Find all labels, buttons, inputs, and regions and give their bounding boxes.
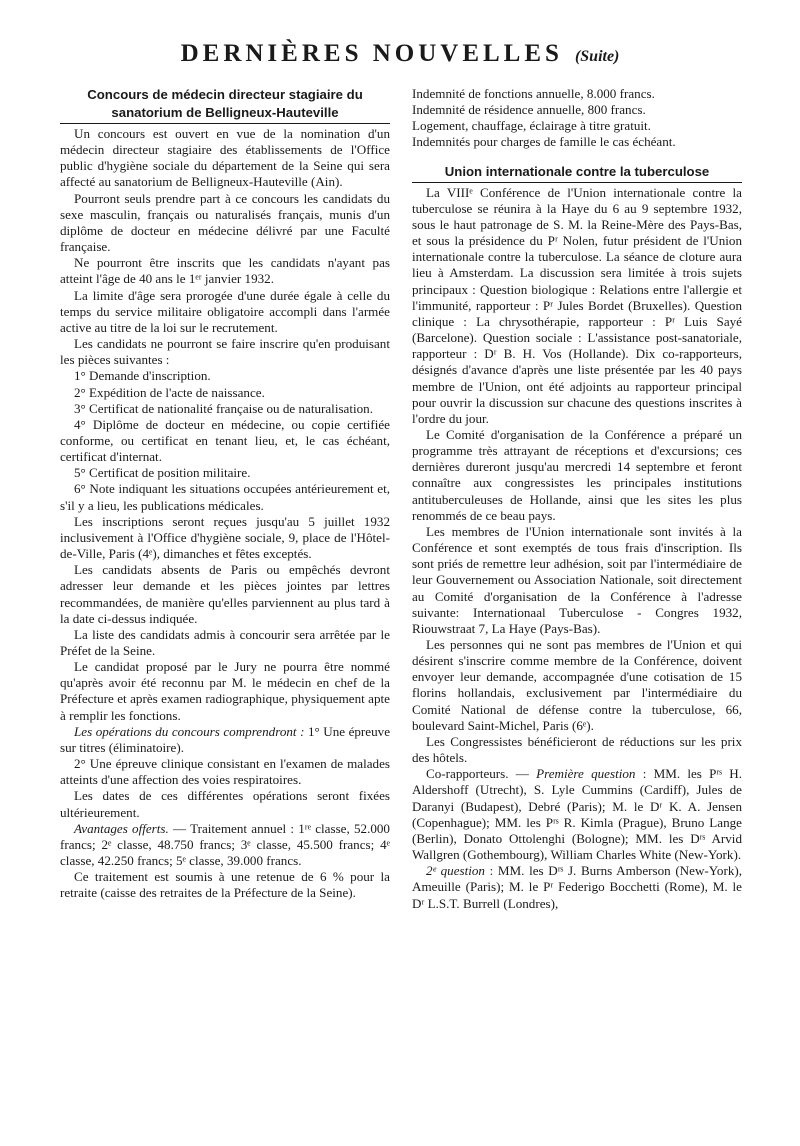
paragraph: Logement, chauffage, éclairage à titre gratuit. xyxy=(412,118,651,134)
text: — Traitement annuel : 1ʳᵉ classe, 52.000 francs; 2ᵉ classe, 48.750 francs; 3ᵉ classe, 45.500 francs; 4ᵉ classe, 42.250 francs; 5ᵉ classe, 39.000 francs. xyxy=(60,820,390,869)
paragraph: La liste des candidats admis à concourir sera arrêtée par le Préfet de la Seine. xyxy=(60,626,390,658)
list-item: 3° Certificat de nationalité française ou de naturalisation. xyxy=(74,400,374,416)
paragraph: Le candidat proposé par le Jury ne pourra être nommé qu'après avoir été reconnu par M. le médecin en chef de la Préfecture et après examen radiographique, physiquement apte à remplir les fonctions. xyxy=(60,659,390,723)
section-title-union: Union internationale contre la tuberculose xyxy=(412,163,742,183)
paragraph: Les dates de ces différentes opérations seront fixées ultérieurement. xyxy=(60,788,390,820)
paragraph: Les candidats absents de Paris ou empêchés devront adresser leur demande et les pièces jointes par lettres recommandées, de manière qu'elles parviennent au plus tard à la date ci-dessus indiquée. xyxy=(60,562,390,626)
paragraph: Ce traitement est soumis à une retenue de 6 % pour la retraite (caisse des retraites de la Préfecture de la Seine). xyxy=(60,869,390,901)
paragraph xyxy=(412,863,742,911)
paragraph: Les inscriptions seront reçues jusqu'au 5 juillet 1932 inclusivement à l'Office d'hygiène sociale, 9, place de l'Hôtel-de-Ville, Paris (4ᵉ), dimanches et fêtes exceptés. xyxy=(60,513,390,562)
paragraph: Pourront seuls prendre part à ce concours les candidats du sexe masculin, français ou naturalisés français, munis d'un diplôme de docteur en médecine délivré par une Faculté française. xyxy=(60,190,390,255)
paragraph xyxy=(60,724,390,756)
section-title-line-1: Concours de médecin directeur stagiaire du xyxy=(87,87,363,102)
list-item: 4° Diplôme de docteur en médecine, ou copie certifiée conforme, ou certificat en tenant lieu, et, le cas échéant, certificat d'internat. xyxy=(60,416,390,465)
paragraph xyxy=(412,766,742,863)
left-column xyxy=(60,86,390,902)
paragraph: 2° Une épreuve clinique consistant en l'examen de malades atteints d'une affection des voies respiratoires. xyxy=(60,756,390,788)
emphasis: 2ᵉ question xyxy=(426,863,485,879)
paragraph: La limite d'âge sera prorogée d'une durée égale à celle du temps du service militaire obligatoire accompli dans l'armée active au titre de la loi sur le recrutement. xyxy=(60,287,390,335)
page-title: DERNIÈRES NOUVELLES xyxy=(180,40,563,67)
emphasis: Première question xyxy=(536,766,636,782)
paragraph: Les candidats ne pourront se faire inscrire qu'en produisant les pièces suivantes : xyxy=(60,336,390,368)
list-item: 1° Demande d'inscription. xyxy=(74,368,211,384)
paragraph: Indemnités pour charges de famille le cas échéant. xyxy=(412,134,676,150)
paragraph: Indemnité de résidence annuelle, 800 francs. xyxy=(412,102,646,118)
paragraph: Les Congressistes bénéficieront de réductions sur les prix des hôtels. xyxy=(412,733,742,766)
section-title-concours xyxy=(60,86,390,124)
emphasis: Les opérations du concours comprendront : xyxy=(74,723,305,739)
text: 1° Une épreuve sur titres (éliminatoire). xyxy=(60,723,391,755)
paragraph: Un concours est ouvert en vue de la nomination d'un médecin directeur stagiaire des établissements de l'Office public d'hygiène sociale du département de la Seine qui sera affecté au sanatorium de Belligneux-Hauteville (Ain). xyxy=(60,126,390,190)
page-header xyxy=(0,40,800,84)
paragraph: Ne pourront être inscrits que les candidats n'ayant pas atteint l'âge de 40 ans le 1ᵉʳ janvier 1932. xyxy=(60,255,390,287)
list-item: 2° Expédition de l'acte de naissance. xyxy=(74,384,265,400)
section-title-line-2: sanatorium de Belligneux-Hauteville xyxy=(111,105,339,120)
paragraph: Indemnité de fonctions annuelle, 8.000 francs. xyxy=(412,86,655,101)
right-column xyxy=(412,86,742,912)
text: : MM. les Pʳˢ H. Aldershoff (Utrecht), S. Lyle Cummins (Cardiff), Jules de Daranyi (Budapest), Debré (Paris); M. le Dʳ K. A. Jensen (Copenhague); MM. les Pʳˢ R. Kimla (Prague), Bruno Lange (Berlin), Donato Ottolenghi (Bologne); MM. les Dʳˢ Arvid Wallgren (Gothembourg), William Charles White (New-York). xyxy=(412,766,743,863)
emphasis: Avantages offerts. xyxy=(74,820,169,836)
paragraph xyxy=(60,821,390,869)
list-item: 6° Note indiquant les situations occupées antérieurement et, s'il y a lieu, les publications médicales. xyxy=(60,481,390,513)
lead-text: Co-rapporteurs. — xyxy=(426,766,537,782)
page-title-suite: (Suite) xyxy=(574,48,620,65)
paragraph: Les membres de l'Union internationale sont invités à la Conférence et sont exemptés de tous frais d'inscription. Ils sont priés de remettre leur adhésion, soit par l'intermédiaire de leur Gouvernement ou Association Nationale, soit directement au Comité d'organisation de la Conférence à l'adresse suivante: Internationaal Tuberculose - Congres 1932, Riouwstraat 7, La Haye (Pays-Bas). xyxy=(412,523,742,636)
list-item: 5° Certificat de position militaire. xyxy=(74,465,251,481)
paragraph: La VIIIᵉ Conférence de l'Union internationale contre la tuberculose se réunira à la Haye du 6 au 9 septembre 1932, sous le haut patronage de S. M. la Reine-Mère des Pays-Bas, et sous la présidence du Pʳ Nolen, futur président de l'Union internationale contre la tuberculose. La séance de cloture aura lieu à Amsterdam. La discussion sera limitée à trois sujets principaux : Question biologique : Relations entre l'allergie et l'immunité, rapporteur : Pʳ Jules Bordet (Bruxelles). Question clinique : La chrysothérapie, rapporteur : Pʳ Luis Sayé (Barcelone). Question sociale : L'assistance post-sanatoriale, rapporteur : Dʳ B. H. Vos (Hollande). Dix co-rapporteurs, désignés d'avance d'après une liste présentée par les 40 pays membre de l'Union, ont été adjoints au rapporteur principal pour ouvrir la discussion sur chacune des questions inscrites à l'ordre du jour. xyxy=(412,184,742,426)
text: : MM. les Dʳˢ J. Burns Amberson (New-York), Ameuille (Paris); M. le Pʳ Federigo Bocchetti (Rome), M. le Dʳ L.S.T. Burrell (Londres), xyxy=(412,863,742,911)
paragraph: Le Comité d'organisation de la Conférence a préparé un programme très attrayant de réceptions et d'excursions; ces dernières dureront jusqu'au mercredi 14 septembre et feront connaître aux congressistes les principales institutions antituberculeuses de Hollande, ainsi que les sites les plus renommés de ce beau pays. xyxy=(412,426,742,523)
paragraph: Les personnes qui ne sont pas membres de l'Union et qui désirent s'inscrire comme membre de la Conférence, doivent envoyer leur demande, accompagnée d'une cotisation de 15 florins hollandais, exclusivement par l'intermédiaire du Comité National de défense contre la tuberculose, 66, boulevard Saint-Michel, Paris (6ᵉ). xyxy=(412,637,742,733)
